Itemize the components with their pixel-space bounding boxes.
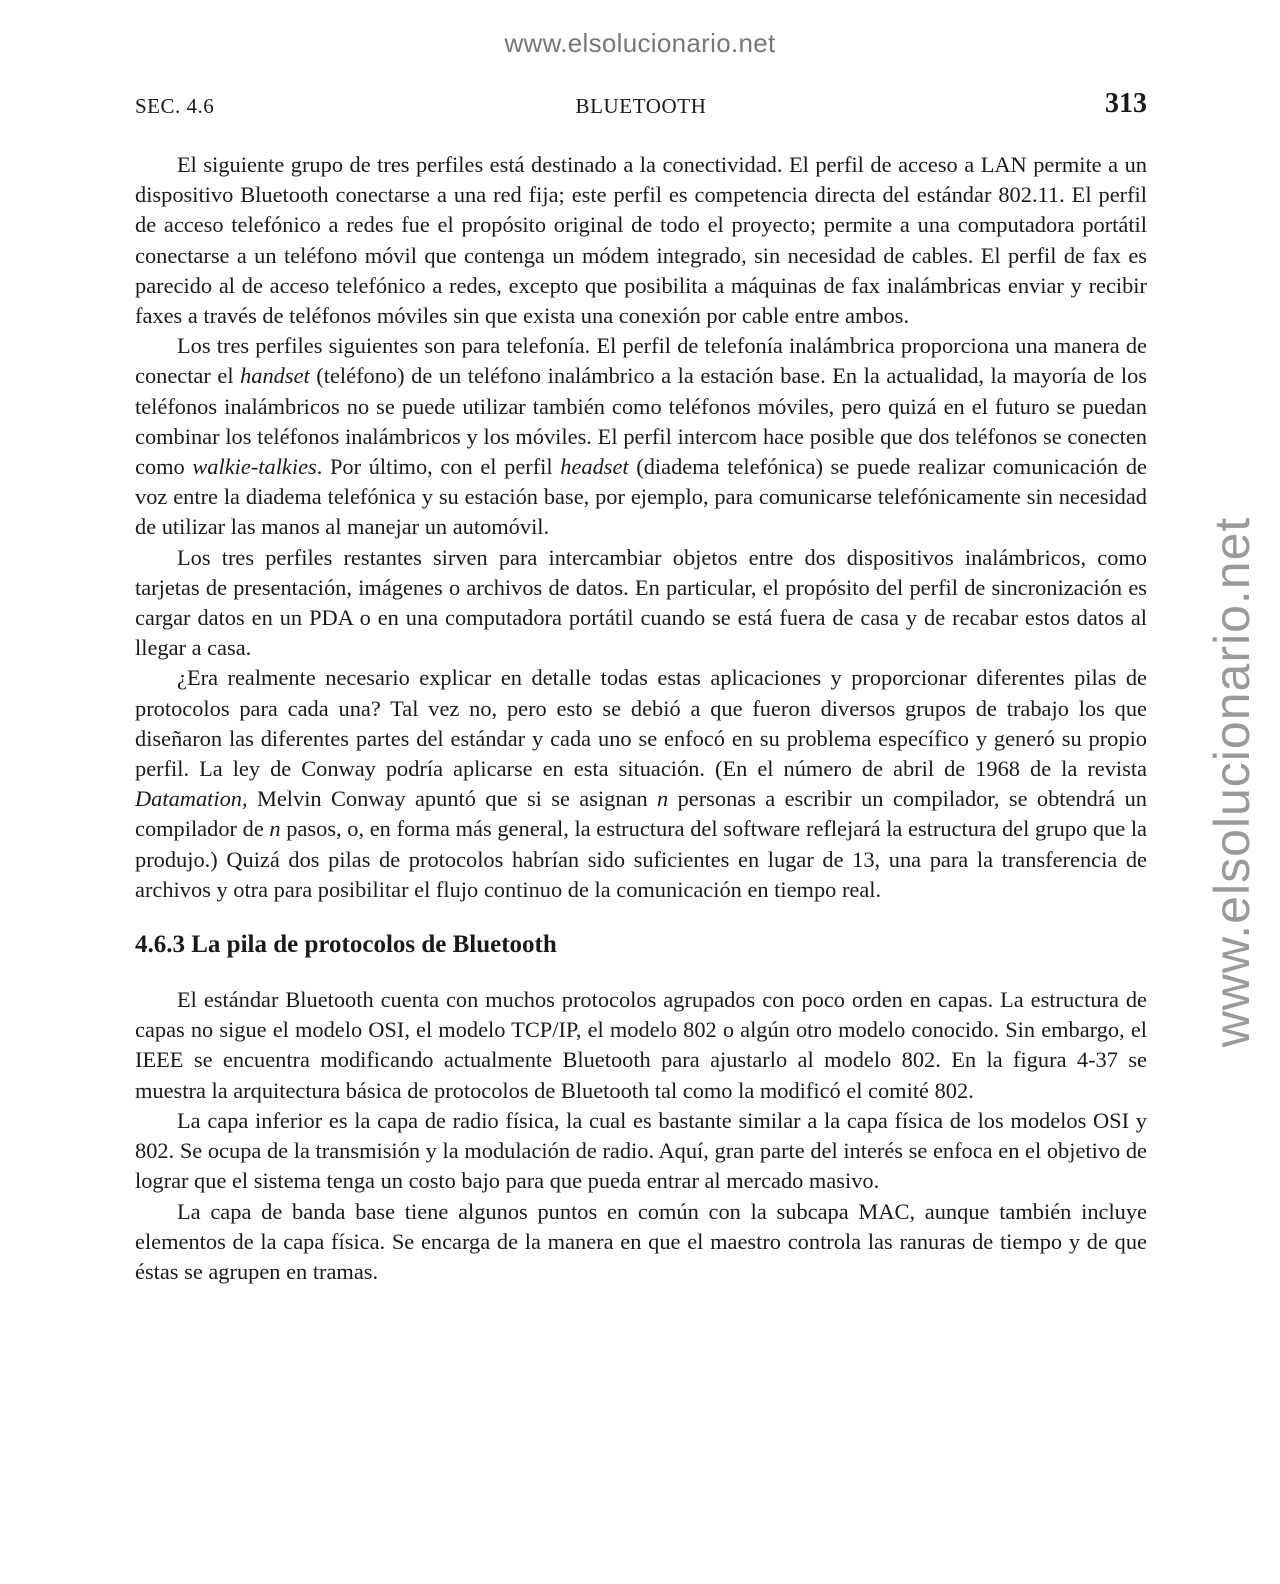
section-heading: 4.6.3 La pila de protocolos de Bluetooth: [135, 931, 557, 959]
paragraph-physical-radio-layer: La capa inferior es la capa de radio física, la cual es bastante similar a la capa física de los modelos OSI y 802. Se ocupa de la transmisión y la modulación de radio. Aquí, gran parte del interés se enfoca en el objetivo de lograr que el sistema tenga un costo bajo para que pueda entrar al mercado masivo.: [135, 1107, 1147, 1194]
paragraph-connectivity-profiles: El siguiente grupo de tres perfiles está destinado a la conectividad. El perfil de acceso a LAN permite a un dispositivo Bluetooth conectarse a una red fija; este perfil es competencia directa del estándar 802.11. El perfil de acceso telefónico a redes fue el propósito original de todo el proyecto; permite a una computadora portátil conectarse a un teléfono móvil que contenga un módem integrado, sin necesidad de cables. El perfil de fax es parecido al de acceso telefónico a redes, excepto que posibilita a máquinas de fax inalámbricas enviar y recibir faxes a través de teléfonos móviles sin que exista una conexión por cable entre ambos.: [135, 152, 1147, 329]
term-headset: headset: [560, 454, 629, 480]
paragraph-telephony-profiles: Los tres perfiles siguientes son para telefonía. El perfil de telefonía inalámbrica proporciona una manera de conectar el handset (teléfono) de un teléfono inalámbrico a la estación base. En la actualidad, la mayoría de los teléfonos inalámbricos no se puede utilizar también como teléfonos móviles, pero quizá en el futuro se puedan combinar los teléfonos inalámbricos y los móviles. El perfil intercom hace posible que dos teléfonos se conecten como walkie-talkies. Por último, con el perfil headset (diadema telefónica) se puede realizar comunicación de voz entre la diadema telefónica y su estación base, por ejemplo, para comunicarse telefónicamente sin necesidad de utilizar las manos al manejar un automóvil.: [135, 333, 1147, 540]
page-body: [135, 150, 1147, 1287]
paragraph-protocol-stack: El estándar Bluetooth cuenta con muchos protocolos agrupados con poco orden en capas. La estructura de capas no sigue el modelo OSI, el modelo TCP/IP, el modelo 802 o algún otro modelo conocido. Sin embargo, el IEEE se encuentra modificando actualmente Bluetooth para ajustarlo al modelo 802. En la figura 4-37 se muestra la arquitectura básica de protocolos de Bluetooth tal como la modificó el comité 802.: [135, 987, 1147, 1103]
page-number: 313: [1105, 88, 1147, 119]
watermark-side: www.elsolucionario.net: [1204, 516, 1260, 1048]
term-walkie-talkies: walkie-talkies: [192, 454, 317, 480]
running-head: [135, 88, 1147, 128]
term-n-2: n: [269, 816, 281, 842]
term-handset: handset: [240, 363, 310, 389]
paragraph-conway-law: ¿Era realmente necesario explicar en detalle todas estas aplicaciones y proporcionar diferentes pilas de protocolos para cada una? Tal vez no, pero esto se debió a que fueron diversos grupos de trabajo los que diseñaron las diferentes partes del estándar y cada uno se enfocó en su problema específico y generó su propio perfil. La ley de Conway podría aplicarse en esta situación. (En el número de abril de 1968 de la revista Datamation, Melvin Conway apuntó que si se asignan n personas a escribir un compilador, se obtendrá un compilador de n pasos, o, en forma más general, la estructura del software reflejará la estructura del grupo que la produjo.) Quizá dos pilas de protocolos habrían sido suficientes en lugar de 13, una para la transferencia de archivos y otra para posibilitar el flujo continuo de la comunicación en tiempo real.: [135, 665, 1147, 902]
term-n: n: [657, 786, 669, 812]
chapter-title: BLUETOOTH: [575, 94, 707, 118]
paragraph-object-exchange-profiles: Los tres perfiles restantes sirven para intercambiar objetos entre dos dispositivos inalámbricos, como tarjetas de presentación, imágenes o archivos de datos. En particular, el propósito del perfil de sincronización es cargar datos en un PDA o en una computadora portátil cuando se está fuera de casa y de recabar estos datos al llegar a casa.: [135, 544, 1147, 661]
paragraph-baseband-layer: La capa de banda base tiene algunos puntos en común con la subcapa MAC, aunque también incluye elementos de la capa física. Se encarga de la manera en que el maestro controla las ranuras de tiempo y de que éstas se agrupen en tramas.: [135, 1198, 1147, 1284]
term-datamation: Datamation,: [135, 786, 248, 812]
section-label: SEC. 4.6: [135, 94, 215, 118]
watermark-top: www.elsolucionario.net: [504, 28, 776, 58]
